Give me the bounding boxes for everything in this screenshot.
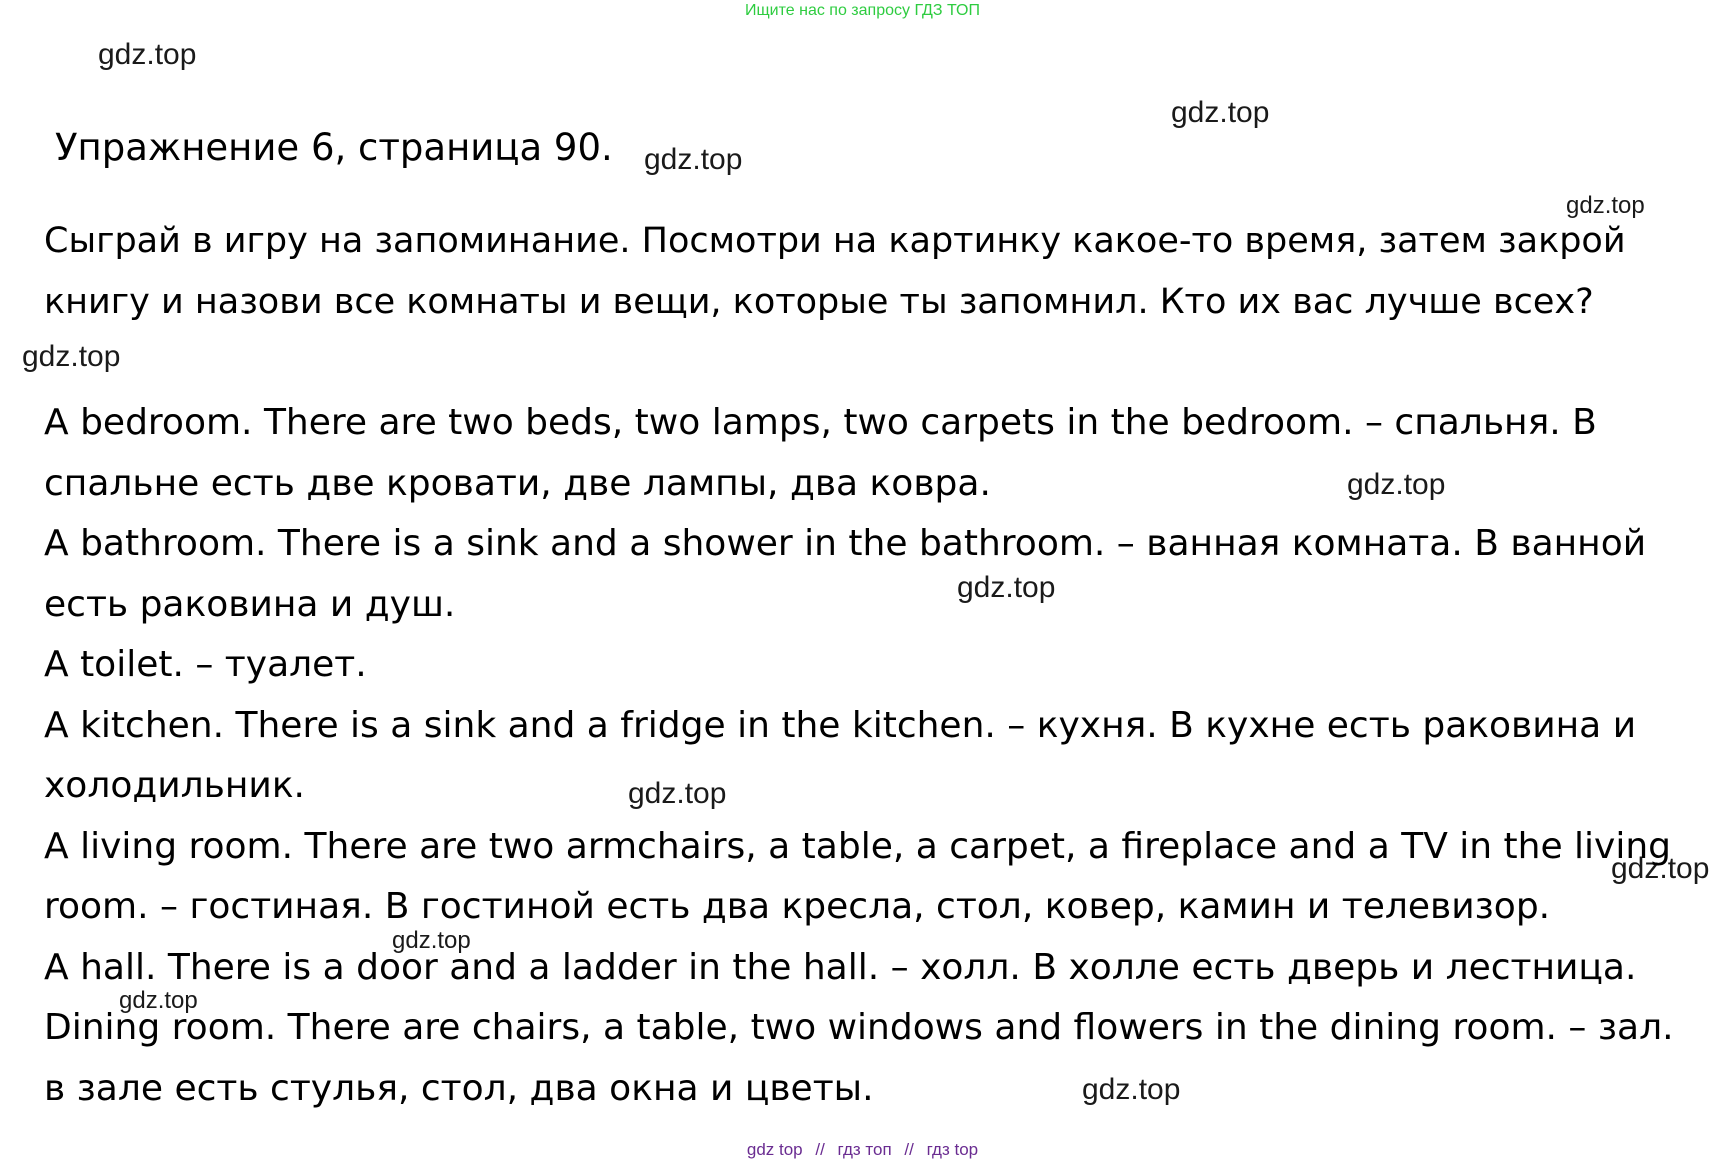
answer-item: A bathroom. There is a sink and a shower in the bathroom. – ванная комната. В ванной есть раковина и душ. bbox=[44, 523, 1647, 625]
watermark: gdz.top bbox=[98, 38, 197, 71]
watermark: gdz.top bbox=[1611, 852, 1710, 885]
answer-item: A bedroom. There are two beds, two lamps, two carpets in the bedroom. – спальня. В спальне есть две кровати, две лампы, два ковра. bbox=[44, 402, 1597, 504]
bottom-link[interactable]: гдз топ bbox=[837, 1140, 892, 1159]
link-separator: // bbox=[904, 1140, 914, 1159]
link-separator: // bbox=[815, 1140, 825, 1159]
answer-item: A living room. There are two armchairs, a table, a carpet, a fireplace and a TV in the living room. – гостиная. В гостиной есть два кресла, стол, ковер, камин и телевизор. bbox=[44, 825, 1672, 927]
watermark: gdz.top bbox=[1566, 192, 1645, 219]
answer-item: Dining room. There are chairs, a table, two windows and flowers in the dining room. – зал. в зале есть стулья, стол, два окна и цветы. bbox=[44, 1007, 1674, 1109]
answer-item: A kitchen. There is a sink and a fridge in the kitchen. – кухня. В кухне есть раковина и холодильник. bbox=[44, 704, 1637, 806]
bottom-links bbox=[0, 1140, 1725, 1160]
watermark: gdz.top bbox=[1171, 96, 1270, 129]
exercise-heading: Упражнение 6, страница 90. bbox=[55, 126, 613, 169]
answers-list bbox=[44, 393, 1704, 1119]
bottom-link[interactable]: gdz top bbox=[746, 1140, 803, 1159]
watermark: gdz.top bbox=[644, 143, 743, 176]
answer-item: A hall. There is a door and a ladder in the hall. – холл. В холле есть дверь и лестница. bbox=[44, 946, 1637, 988]
answer-item: A toilet. – туалет. bbox=[44, 644, 367, 685]
watermark: gdz.top bbox=[628, 777, 727, 810]
watermark: gdz.top bbox=[1347, 468, 1446, 501]
bottom-link[interactable]: гдз top bbox=[926, 1140, 979, 1159]
watermark: gdz.top bbox=[1082, 1073, 1181, 1106]
watermark: gdz.top bbox=[22, 340, 121, 373]
watermark: gdz.top bbox=[957, 571, 1056, 604]
watermark: gdz.top bbox=[392, 927, 471, 954]
task-text: Сыграй в игру на запоминание. Посмотри на картинку какое-то время, затем закрой книгу и назови все комнаты и вещи, которые ты запомнил. Кто их вас лучше всех? bbox=[44, 221, 1626, 322]
top-banner: Ищите нас по запросу ГДЗ ТОП bbox=[745, 2, 980, 19]
watermark: gdz.top bbox=[119, 987, 198, 1014]
